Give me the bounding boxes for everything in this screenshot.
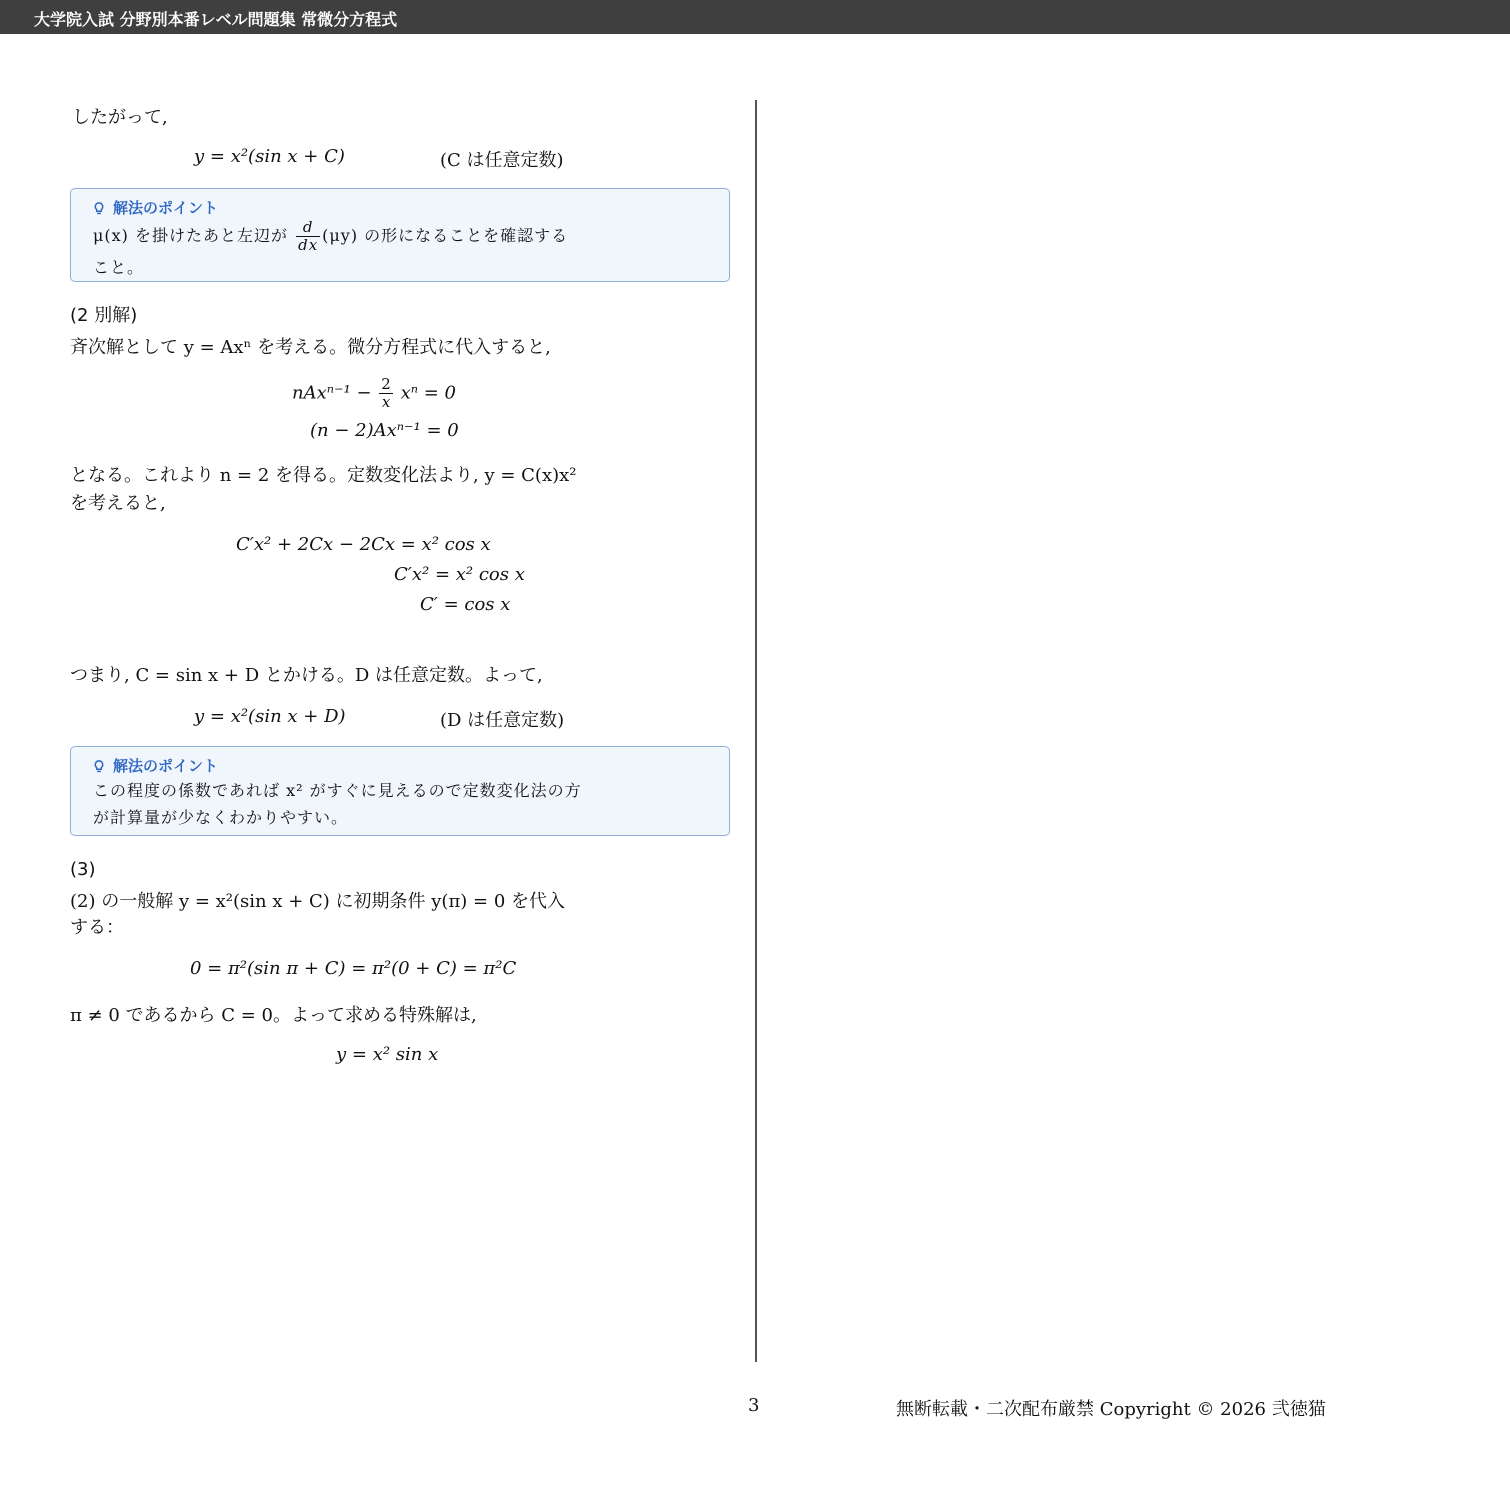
tip-box-2	[70, 746, 730, 836]
lightbulb-icon	[93, 760, 105, 773]
alt-text-1: となる。これより n = 2 を得る。定数変化法より, y = C(x)x²	[70, 465, 577, 486]
equation-particular-solution: y = x² sin x	[336, 1044, 439, 1065]
lightbulb-icon	[93, 202, 105, 215]
part3-text-2: する：	[70, 917, 124, 938]
equation-alt-general-solution: y = x²(sin x + D)	[194, 706, 346, 727]
alt-text-3: つまり, C = sin x + D とかける。D は任意定数。よって,	[70, 665, 543, 686]
equation-substitution: nAxⁿ⁻¹ − $\frac{2}{x}$ xⁿ = 0	[292, 375, 457, 411]
page-header	[0, 0, 1510, 34]
equation-initial-condition: 0 = π²(sin π + C) = π²(0 + C) = π²C	[190, 958, 517, 979]
equation-note: (C は任意定数)	[440, 150, 564, 171]
equation-general-solution: y = x²(sin x + C)	[194, 146, 345, 167]
equation-variation-3: C′ = cos x	[420, 594, 511, 615]
heading-alt-solution: (2 別解)	[70, 305, 138, 326]
intro-text: したがって,	[72, 107, 168, 128]
part3-text-3: π ≠ 0 であるから C = 0。よって求める特殊解は,	[70, 1005, 477, 1026]
alt-text-2: を考えると,	[70, 493, 166, 514]
tip2-text-line2: が計算量が少なくわかりやすい。	[93, 808, 349, 827]
equation-variation-2: C′x² = x² cos x	[394, 564, 525, 585]
header-title: 大学院入試 分野別本番レベル問題集 常微分方程式	[34, 10, 398, 29]
page-number: 3	[748, 1395, 760, 1416]
tip-text-part1: μ(x) を掛けたあと左辺が	[93, 226, 288, 245]
derivative-fraction: $\frac{d}{dx}$	[298, 218, 319, 254]
copyright-notice: 無断転載・二次配布厳禁 Copyright © 2026 弐徳猫	[896, 1399, 1326, 1420]
tip-text-line2: こと。	[93, 258, 145, 277]
heading-part3: (3)	[70, 859, 96, 880]
tip-text-part2: (μy) の形になることを確認する	[322, 226, 569, 245]
equation-variation-1: C′x² + 2Cx − 2Cx = x² cos x	[236, 534, 491, 555]
column-divider	[755, 100, 757, 1362]
equation-alt-note: (D は任意定数)	[440, 710, 565, 731]
part3-text-1: (2) の一般解 y = x²(sin x + C) に初期条件 y(π) = 0 を代入	[70, 891, 565, 912]
tip-title: 解法のポイント	[113, 757, 219, 775]
tip-box-1	[70, 188, 730, 282]
tip-title: 解法のポイント	[113, 199, 219, 217]
alt-intro-text: 斉次解として y = Axⁿ を考える。微分方程式に代入すると,	[70, 337, 551, 358]
tip2-text-line1: この程度の係数であれば x² がすぐに見えるので定数変化法の方	[93, 781, 582, 800]
equation-reduced: (n − 2)Axⁿ⁻¹ = 0	[310, 420, 459, 441]
